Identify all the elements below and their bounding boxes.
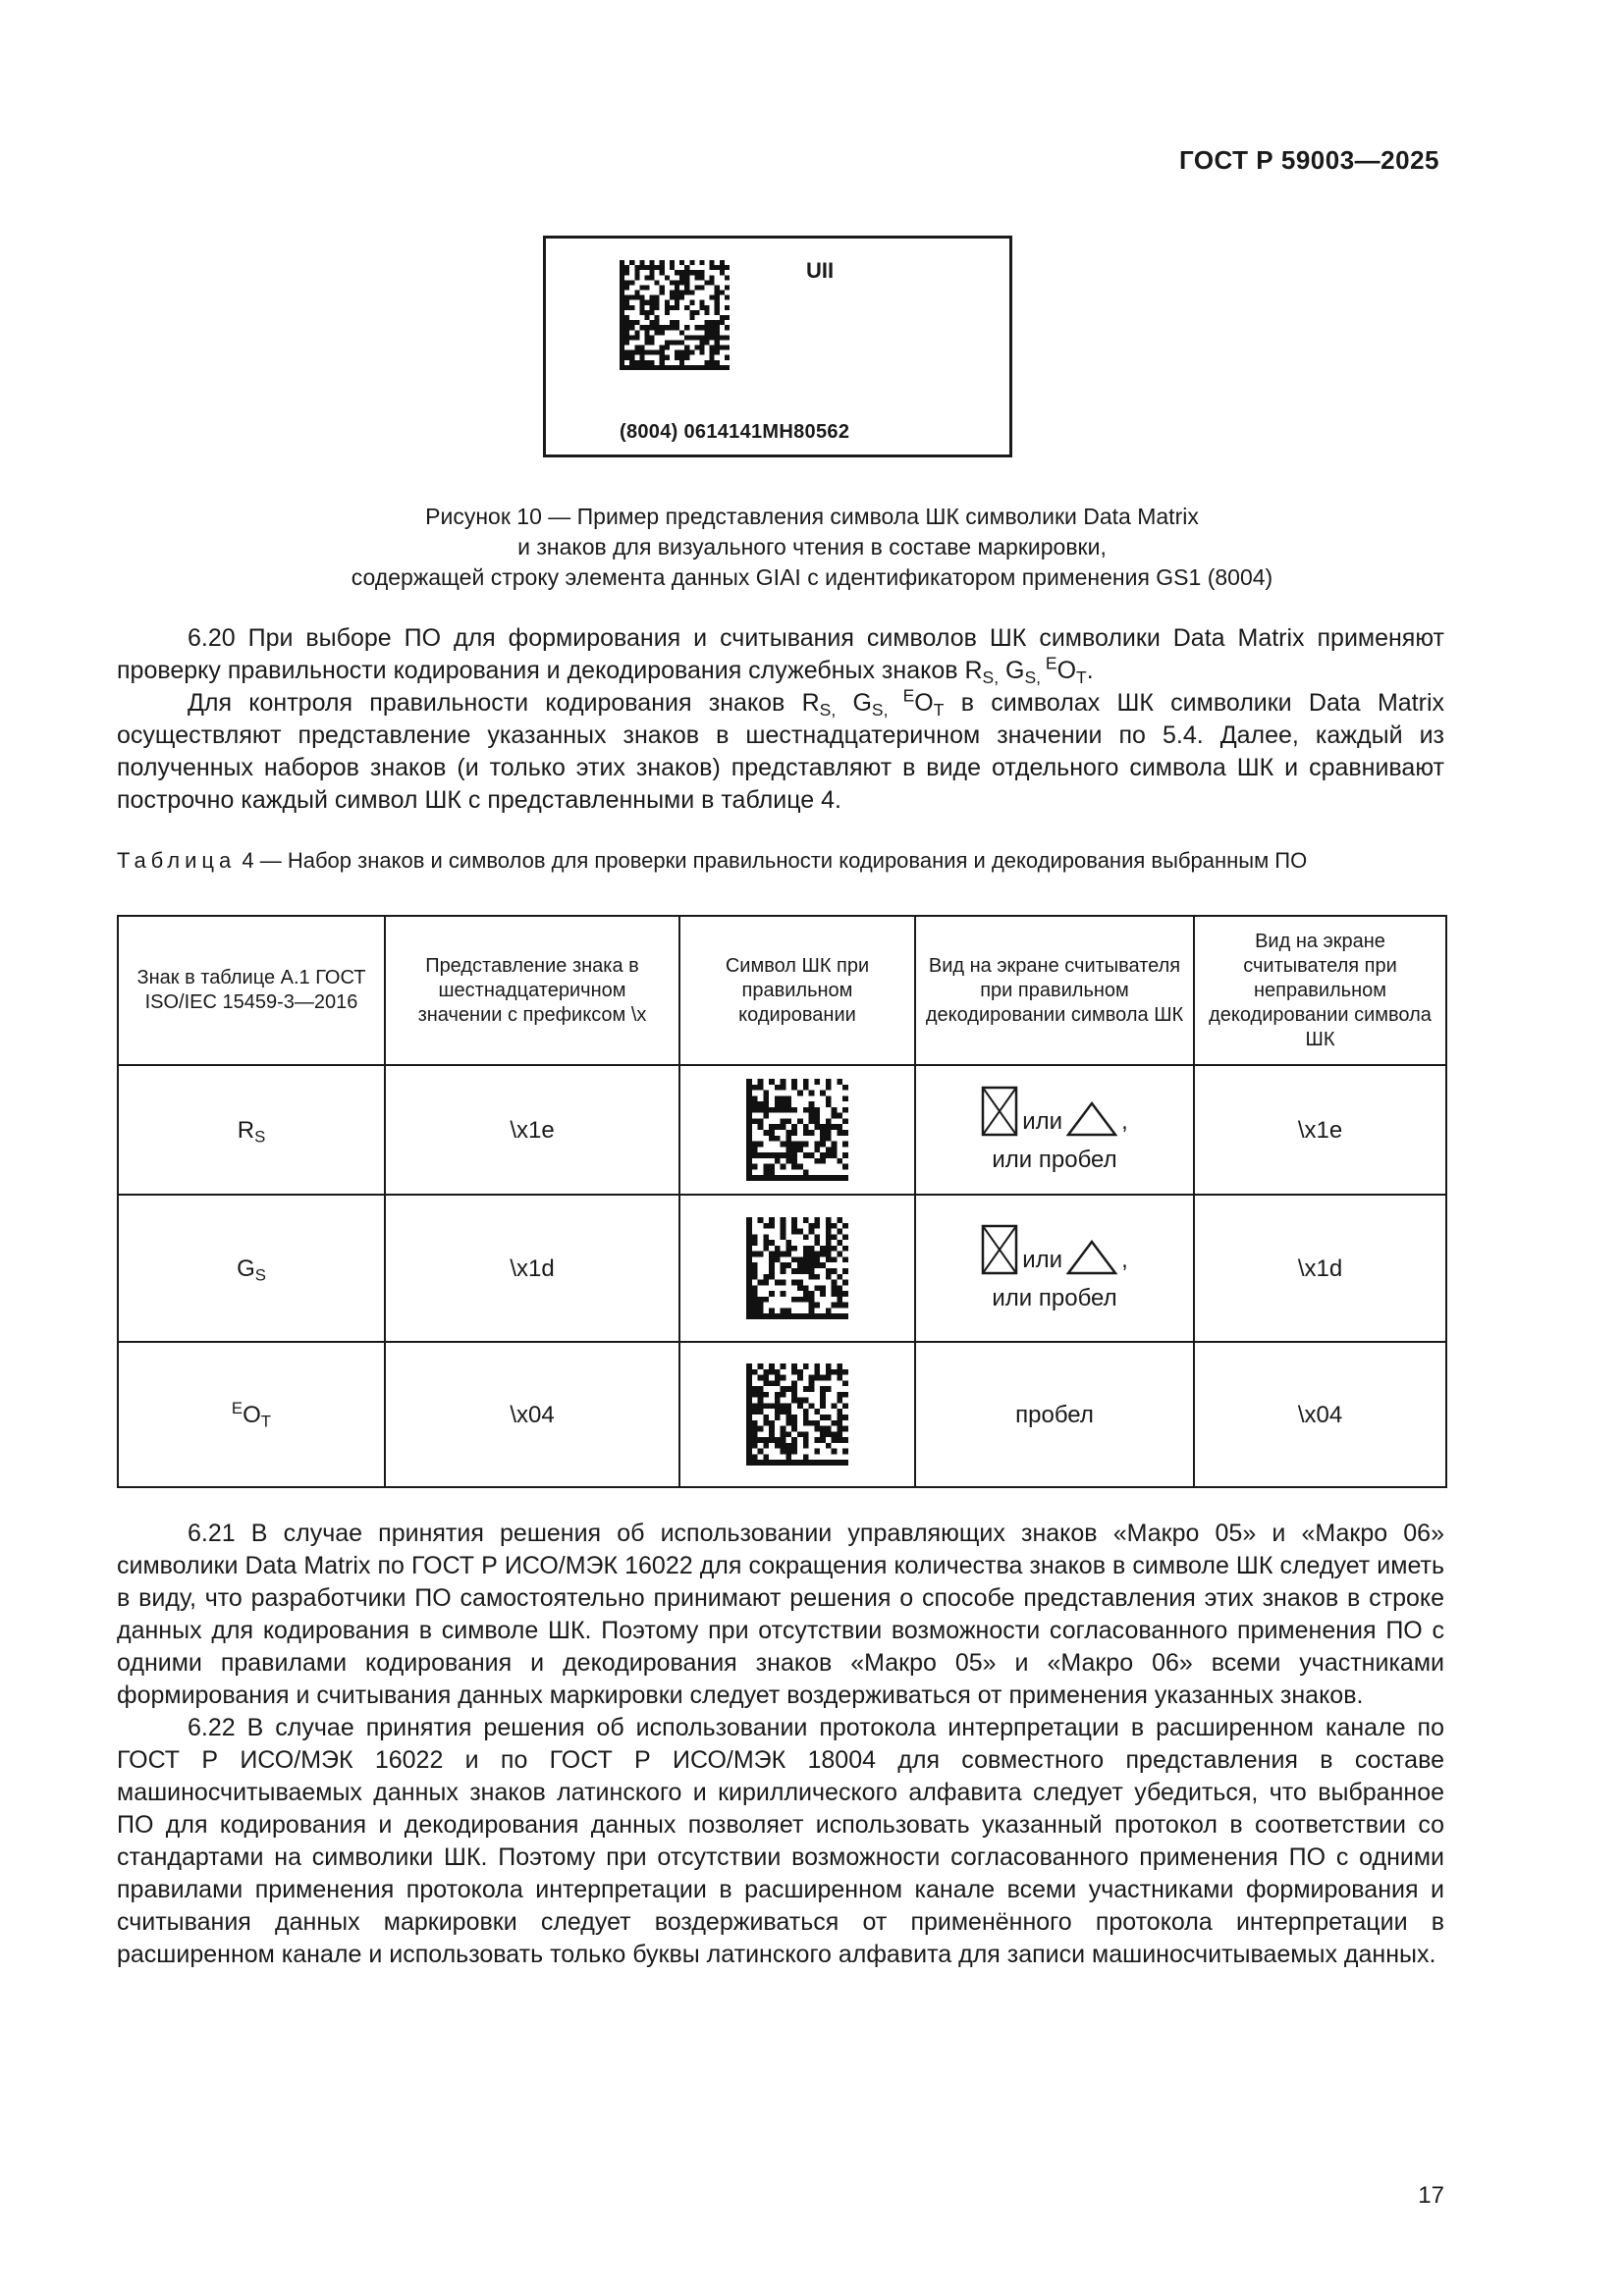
table-row [118,1065,1446,1195]
section-6-20 [117,622,1444,817]
sign-cell: $R_S$ [118,1065,385,1195]
sign-cell: $^EO_T$ [118,1342,385,1487]
table-header-cell: Представление знака в шестнадцатеричном значении с префиксом \x [385,916,679,1065]
datamatrix-barcode-icon [746,1079,848,1181]
figure-10-caption [0,502,1624,593]
table-header-row [118,916,1446,1065]
caption-line: Рисунок 10 — Пример представления символа ШК символики Data Matrix [425,504,1199,529]
caption-line: содержащей строку элемента данных GIAI с идентификатором применения GS1 (8004) [351,564,1273,590]
figure-10-box [543,236,1012,457]
hex-cell: \x1d [385,1195,679,1342]
correct-decode-cell: или , или пробел [915,1065,1194,1195]
crossed-box-icon [981,1086,1018,1137]
crossed-box-icon [981,1224,1018,1275]
triangle-icon [1066,1240,1117,1275]
hex-cell: \x1e [385,1065,679,1195]
caption-line: и знаков для визуального чтения в составе маркировки, [517,534,1107,560]
correct-decode-cell: пробел [915,1342,1194,1487]
hex-cell: \x04 [385,1342,679,1487]
table-header-cell: Знак в таблице А.1 ГОСТ ISO/IEC 15459-3—2016 [118,916,385,1065]
incorrect-decode-cell: \x04 [1194,1342,1446,1487]
datamatrix-barcode-icon [746,1363,848,1466]
paragraph: 6.20 При выборе ПО для формирования и считывания символов ШК символики Data Matrix применяют проверку правильности кодирования и декодирования служебных знаков $R_{S,}$ $G_{S,}$ $^EO_T$. [117,624,1444,687]
datamatrix-barcode-icon [620,260,730,370]
sign-cell: $G_S$ [118,1195,385,1342]
paragraph: 6.22 В случае принятия решения об использовании протокола интерпретации в расширенном канале по ГОСТ Р ИСО/МЭК 16022 и по ГОСТ Р ИСО/МЭК 18004 для совместного представления в составе машиносчитываемых данных знаков латинского и кириллического алфавита следует убедиться, что выбранное ПО для кодирования и декодирования данных позволяет использовать указанный протокол в соответствии со стандартами на символики ШК. Поэтому при отсутствии возможности согласованного применения ПО с одними правилами применения протокола интерпретации в расширенном канале всеми участниками формирования и считывания данных маркировки следует воздерживаться от применённого протокола интерпретации в расширенном канале и использовать только буквы латинского алфавита для записи машиносчитываемых данных. [117,1714,1444,1968]
paragraph: 6.21 В случае принятия решения об использовании управляющих знаков «Макро 05» и «Макро 06» символики Data Matrix по ГОСТ Р ИСО/МЭК 16022 для сокращения количества знаков в символе ШК следует иметь в виду, что разработчики ПО самостоятельно принимают решения о способе представления этих знаков в строке данных для кодирования в символе ШК. Поэтому при отсутствии возможности согласованного применения ПО с одними правилами кодирования и декодирования знаков «Макро 05» и «Макро 06» всеми участниками формирования и считывания данных маркировки следует воздерживаться от применения указанных знаков. [117,1520,1444,1709]
incorrect-decode-cell: \x1d [1194,1195,1446,1342]
table-4 [117,915,1447,1488]
table-header-cell: Вид на экране считывателя при правильном декодировании символа ШК [915,916,1194,1065]
symbol-cell [679,1342,915,1487]
paragraph: Для контроля правильности кодирования знаков $R_{S,}$ $G_{S,}$ $^EO_T$ в символах ШК символики Data Matrix осуществляют представление указанных знаков в шестнадцатеричном значении по 5.4. Далее, каждый из полученных наборов знаков (и только этих знаков) представляют в виде отдельного символа ШК и сравнивают построчно каждый символ ШК с представленными в таблице 4. [117,685,1444,814]
incorrect-decode-cell: \x1e [1194,1065,1446,1195]
page-number: 17 [1418,2182,1444,2209]
table-header-cell: Вид на экране считывателя при неправильном декодировании символа ШК [1194,916,1446,1065]
correct-decode-cell: или , или пробел [915,1195,1194,1342]
datamatrix-barcode-icon [746,1217,848,1319]
table-header-cell: Символ ШК при правильном кодировании [679,916,915,1065]
document-code: ГОСТ Р 59003—2025 [1178,145,1439,175]
symbol-cell [679,1195,915,1342]
hri-text: (8004) 0614141MH80562 [620,421,850,443]
symbol-cell [679,1065,915,1195]
table-4-caption: Таблица 4 — Набор знаков и символов для проверки правильности кодирования и декодирования выбранным ПО [117,848,1308,873]
triangle-icon [1066,1101,1117,1137]
table-row [118,1195,1446,1342]
section-6-21-22 [117,1518,1444,1971]
uii-label: UII [806,258,835,283]
table-row [118,1342,1446,1487]
